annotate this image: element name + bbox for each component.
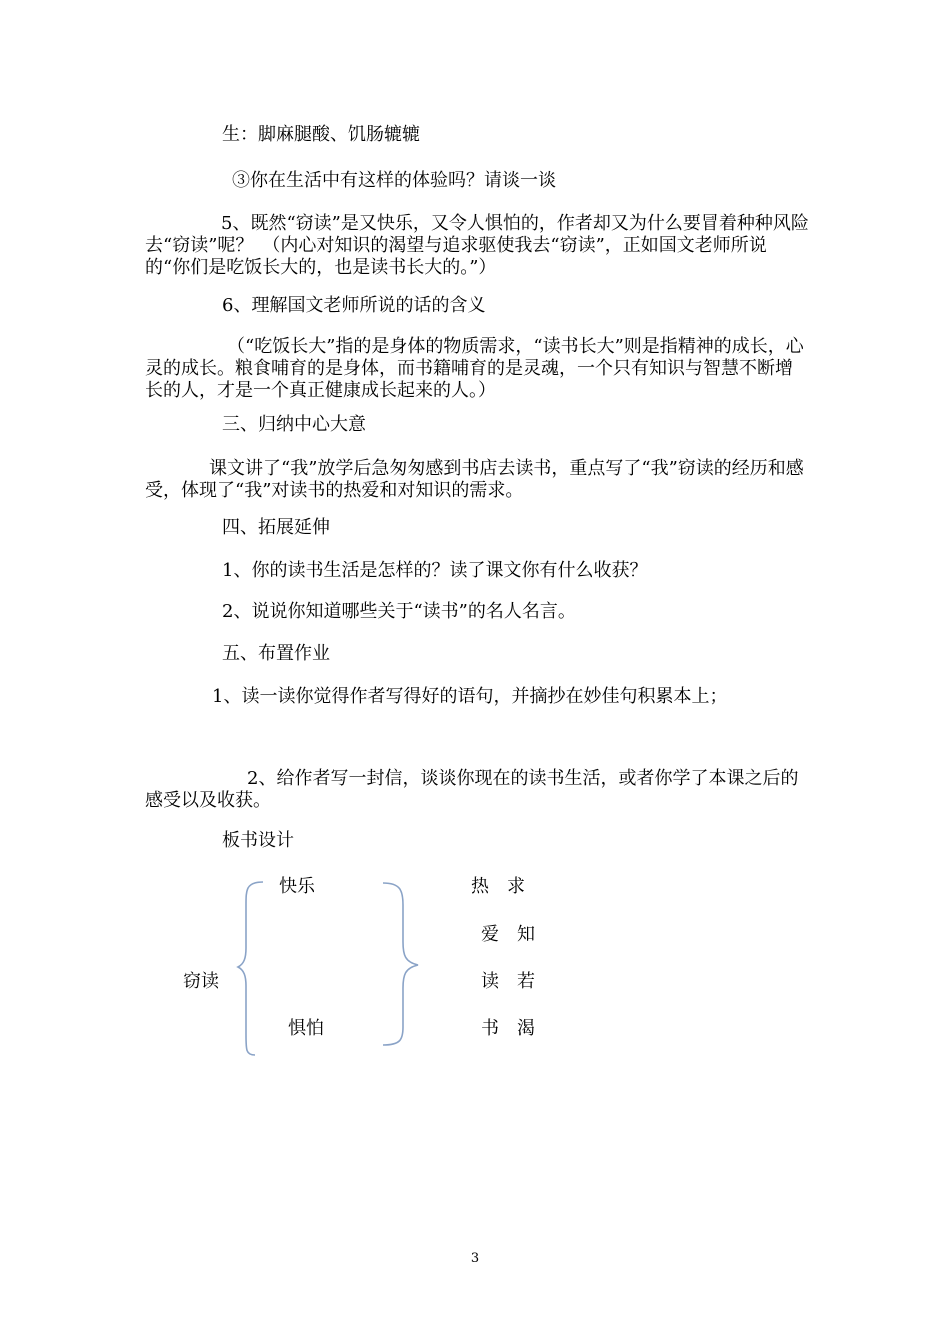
board-design-title: 板书设计 — [222, 830, 294, 851]
item-5-paragraph: 5、既然“窃读”是又快乐，又令人惧怕的，作者却又为什么要冒着种种风险去“窃读”呢？ （内心对知识的渴望与追求驱使我去“窃读”，正如国文老师所说的“你们是吃饭长大的，也是读书长大的。”） — [145, 213, 809, 278]
homework-1: 1、读一读你觉得作者写得好的语句，并摘抄在妙佳句积累本上； — [212, 686, 728, 707]
student-answer: 生：脚麻腿酸、饥肠辘辘 — [222, 124, 420, 145]
extension-question-1: 1、你的读书生活是怎样的？读了课文你有什么收获？ — [222, 560, 648, 581]
extension-question-2: 2、说说你知道哪些关于“读书”的名人名言。 — [222, 601, 576, 622]
homework-2: 2、给作者写一封信，谈谈你现在的读书生活，或者你学了本课之后的感受以及收获。 — [145, 768, 799, 811]
section-3-title: 三、归纳中心大意 — [222, 414, 366, 435]
item-6-answer: （“吃饭长大”指的是身体的物质需求，“读书长大”则是指精神的成长，心灵的成长。粮食哺育的是身体，而书籍哺育的是灵魂，一个只有知识与智慧不断增长的人，才是一个真正健康成长起来的人。） — [145, 336, 804, 401]
board-right-line-4: 书 渴 — [481, 1018, 535, 1039]
board-left-bottom: 惧怕 — [288, 1018, 324, 1039]
item-6: 6、理解国文老师所说的话的含义 — [222, 295, 486, 316]
left-brace — [238, 882, 263, 1055]
page-number: 3 — [470, 1251, 480, 1266]
section-5-title: 五、布置作业 — [222, 643, 330, 664]
right-brace — [383, 883, 418, 1045]
board-right-line-3: 读 若 — [481, 971, 535, 992]
section-4-title: 四、拓展延伸 — [222, 517, 330, 538]
board-center-label: 窃读 — [183, 971, 219, 992]
section-3-body: 课文讲了“我”放学后急匆匆感到书店去读书，重点写了“我”窃读的经历和感受，体现了“我”对读书的热爱和对知识的需求。 — [145, 458, 804, 501]
board-left-top: 快乐 — [279, 876, 315, 897]
question-3: ③你在生活中有这样的体验吗？请谈一谈 — [232, 170, 556, 191]
board-right-line-2: 爱 知 — [481, 924, 535, 945]
board-right-line-1: 热 求 — [471, 876, 525, 897]
